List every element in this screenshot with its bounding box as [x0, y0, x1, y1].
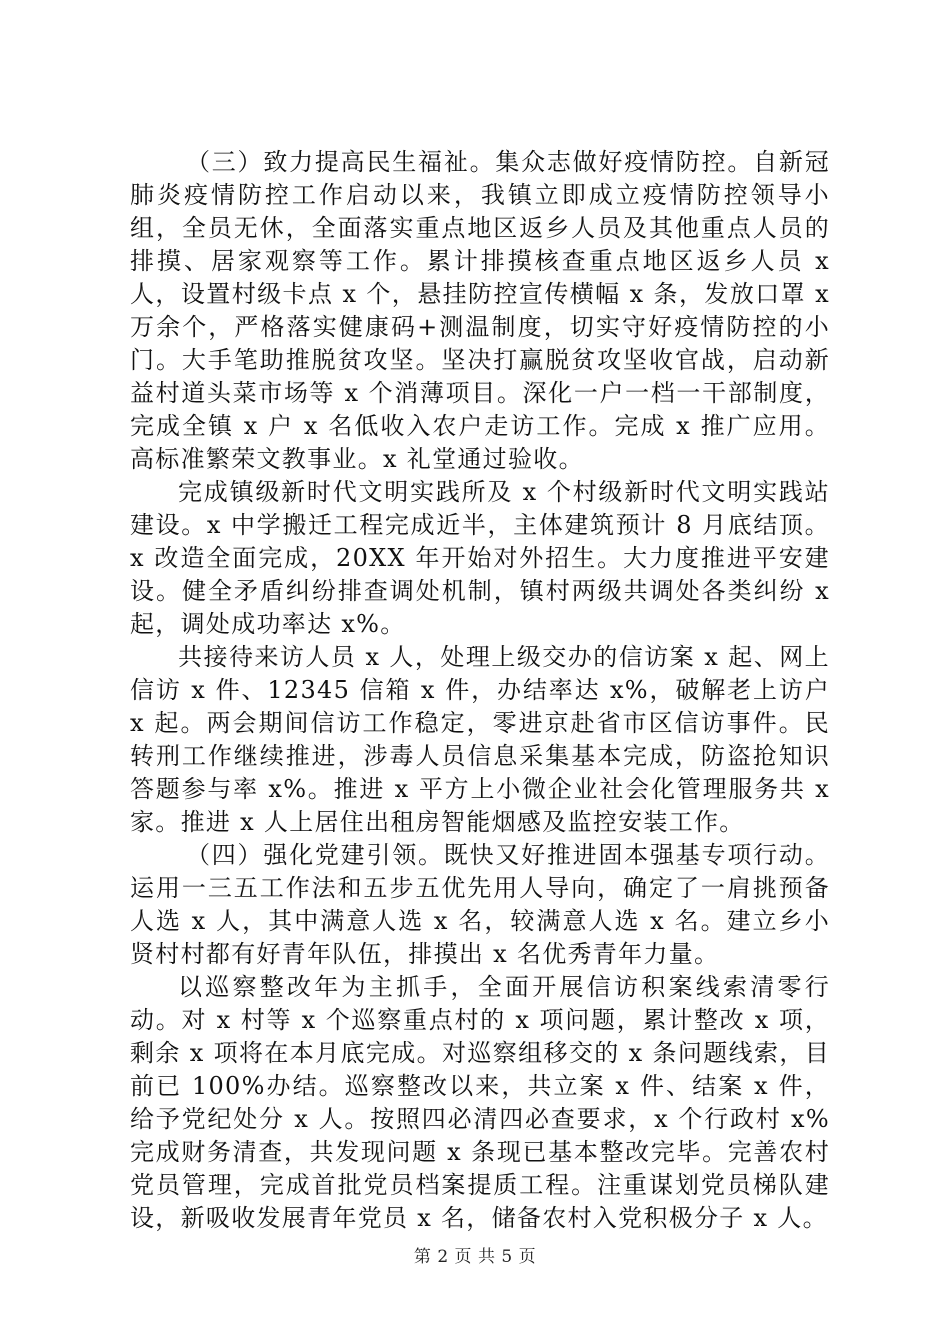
paragraph-livelihood: （三）致力提高民生福祉。集众志做好疫情防控。自新冠肺炎疫情防控工作启动以来，我镇立即成立疫情防控领导小组，全员无休，全面落实重点地区返乡人员及其他重点人员的排摸、居家观察等工作。累计排摸核查重点地区返乡人员 x 人，设置村级卡点 x 个，悬挂防控宣传横幅 x 条，发放口罩 x 万余个，严格落实健康码+测温制度，切实守好疫情防控的小门。大手笔助推脱贫攻坚。坚决打赢脱贫攻坚收官战，启动新益村道头菜市场等 x 个消薄项目。深化一户一档一干部制度，完成全镇 x 户 x 名低收入农户走访工作。完成 x 推广应用。高标准繁荣文教事业。x 礼堂通过验收。	[130, 148, 830, 473]
paragraph-petition: 共接待来访人员 x 人，处理上级交办的信访案 x 起、网上信访 x 件、12345 信箱 x 件，办结率达 x%，破解老上访户 x 起。两会期间信访工作稳定，零进京赴省市区信访事件。民转刑工作继续推进，涉毒人员信息采集基本完成，防盗抢知识答题参与率 x%。推进 x 平方上小微企业社会化管理服务共 x 家。推进 x 人上居住出租房智能烟感及监控安装工作。	[130, 643, 830, 836]
page-number: 第 2 页 共 5 页	[413, 1247, 537, 1267]
paragraph-civilization: 完成镇级新时代文明实践所及 x 个村级新时代文明实践站建设。x 中学搬迁工程完成近半，主体建筑预计 8 月底结顶。x 改造全面完成，20XX 年开始对外招生。大力度推进平安建设。健全矛盾纠纷排查调处机制，镇村两级共调处各类纠纷 x 起，调处成功率达 x%。	[130, 478, 830, 638]
paragraph-party-building: （四）强化党建引领。既快又好推进固本强基专项行动。运用一三五工作法和五步五优先用人导向，确定了一肩挑预备人选 x 人，其中满意人选 x 名，较满意人选 x 名。建立乡小贤村村都有好青年队伍，排摸出 x 名优秀青年力量。	[130, 841, 830, 968]
document-body	[130, 146, 830, 1235]
paragraph-inspection: 以巡察整改年为主抓手，全面开展信访积案线索清零行动。对 x 村等 x 个巡察重点村的 x 项问题，累计整改 x 项，剩余 x 项将在本月底完成。对巡察组移交的 x 条问题线索，目前已 100%办结。巡察整改以来，共立案 x 件、结案 x 件，给予党纪处分 x 人。按照四必清四必查要求，x 个行政村 x%完成财务清查，共发现问题 x 条现已基本整改完毕。完善农村党员管理，完成首批党员档案提质工程。注重谋划党员梯队建设，新吸收发展青年党员 x 名，储备农村入党积极分子 x 人。	[130, 973, 830, 1232]
